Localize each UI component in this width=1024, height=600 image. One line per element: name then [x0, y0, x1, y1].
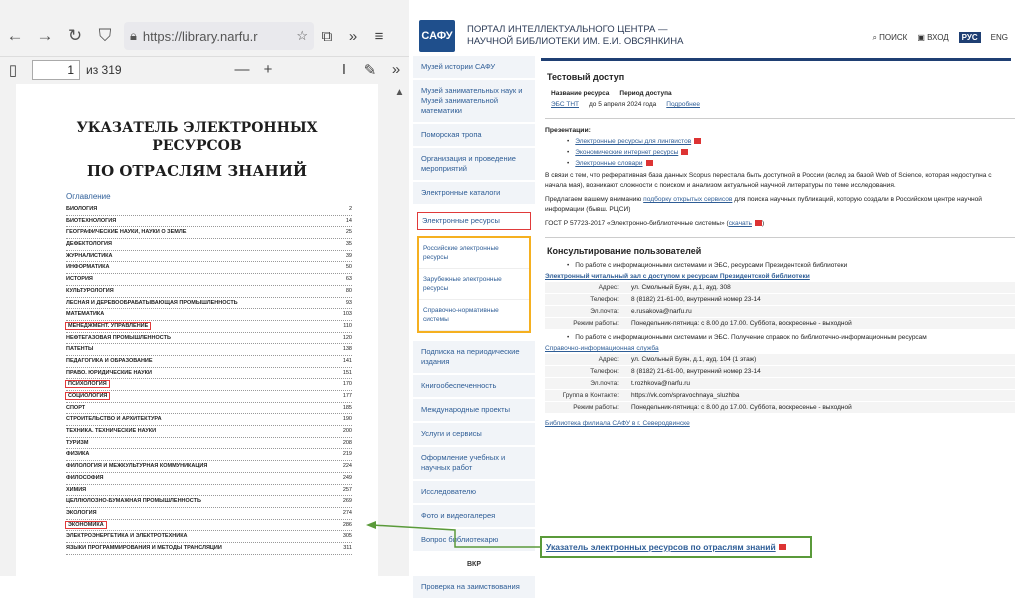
period-text: до 5 апреля 2024 года	[589, 101, 657, 108]
pdf-title-line2: РЕСУРСОВ	[152, 138, 242, 154]
chevron-double-right-icon[interactable]: »	[348, 27, 358, 45]
sidebar-item[interactable]: Музей истории САФУ	[413, 56, 535, 80]
toc-list	[66, 204, 352, 555]
toc-row[interactable]	[66, 333, 352, 345]
lock-icon: ▣	[917, 33, 925, 42]
search-icon: ⌕	[872, 32, 877, 42]
toc-label: ЖУРНАЛИСТИКА	[66, 252, 113, 259]
toc-label: БИОЛОГИЯ	[66, 206, 98, 212]
sidebar-item[interactable]: Услуги и сервисы	[413, 423, 535, 447]
toc-label: ФИЛОСОФИЯ	[66, 474, 104, 481]
main-content	[545, 64, 1015, 427]
consult-title: Консультирование пользователей	[547, 246, 702, 256]
presentation-link[interactable]: Экономические интернет ресурсы	[575, 149, 679, 156]
toc-page: 208	[342, 439, 352, 446]
info-value: 8 (8182) 21-61-00, внутренний номер 23-14	[631, 296, 761, 303]
shield-icon[interactable]: ⛉	[98, 26, 112, 45]
toc-row[interactable]	[66, 438, 352, 450]
presentations-list	[545, 138, 1015, 167]
toc-page: 103	[342, 311, 352, 318]
page-count: из 319	[86, 62, 122, 77]
toc-page: 219	[342, 451, 352, 458]
toc-page: 200	[342, 428, 352, 435]
presentation-item	[567, 160, 1015, 167]
lang-en[interactable]: ENG	[990, 33, 1008, 42]
consult-bullet-2: • По работе с информационными системами и ЭБС. Получение справок по библиотечно-информационным ресурсам	[567, 334, 1015, 341]
info-key: Телефон:	[590, 296, 619, 303]
toc-row[interactable]	[66, 262, 352, 274]
info-key: Адрес:	[598, 356, 619, 363]
pdf-scrollbar[interactable]	[390, 84, 409, 576]
info-value: t.rozhkova@narfu.ru	[631, 380, 690, 387]
toc-label: ПАТЕНТЫ	[66, 346, 94, 353]
draw-icon[interactable]: ✎	[363, 61, 377, 79]
browser-window	[0, 0, 409, 576]
sidebar-subitem[interactable]: Справочно-нормативные системы	[419, 300, 529, 331]
info-value: 8 (8182) 21-61-00, внутренний номер 23-14	[631, 368, 761, 375]
toc-row[interactable]	[66, 379, 352, 391]
reload-icon[interactable]: ↻	[67, 26, 83, 45]
sidebar-submenu	[417, 236, 531, 333]
info-key: Эл.почта:	[590, 380, 619, 387]
sidebar-item[interactable]: Исследователю	[413, 481, 535, 505]
info-value: Понедельник-пятница: с 8.00 до 17.00. Суббота, воскресенье - выходной	[631, 404, 852, 411]
toc-row[interactable]	[66, 344, 352, 356]
sidebar-item[interactable]: Организация и проведение мероприятий	[413, 148, 535, 182]
sidebar-item[interactable]: Книгообеспеченность	[413, 375, 535, 399]
info-row	[545, 306, 1015, 318]
address-bar[interactable]	[124, 22, 314, 50]
resources-index-link-text[interactable]: Указатель электронных ресурсов по отраслям знаний	[546, 542, 776, 552]
info-key: Режим работы:	[573, 320, 619, 327]
toc-row[interactable]	[66, 520, 352, 532]
sidebar-toggle-icon[interactable]: ▯	[8, 61, 18, 79]
info-table-2	[545, 354, 1015, 414]
toc-page: 138	[342, 346, 352, 353]
toc-row[interactable]	[66, 368, 352, 380]
toc-row[interactable]	[66, 321, 352, 333]
toc-label: ИСТОРИЯ	[66, 276, 93, 283]
toc-page: 305	[342, 533, 352, 540]
toc-page: 141	[342, 357, 352, 364]
sidebar-subitem[interactable]: Российские электронные ресурсы	[419, 238, 529, 269]
header-divider	[541, 58, 1011, 61]
toc-label: ЭКОЛОГИЯ	[66, 509, 97, 516]
access-table-header	[545, 88, 1015, 99]
toc-page: 25	[345, 229, 352, 236]
toc-row[interactable]	[66, 508, 352, 520]
info-value: e.rusakova@narfu.ru	[631, 308, 692, 315]
sidebar-item[interactable]: Поморская тропа	[413, 124, 535, 148]
pdf-toolbar	[0, 56, 409, 82]
sidebar-subitem[interactable]: Зарубежные электронные ресурсы	[419, 269, 529, 300]
toc-label: ГЕОГРАФИЧЕСКИЕ НАУКИ, НАУКИ О ЗЕМЛЕ	[66, 229, 187, 236]
toc-label: БИОТЕХНОЛОГИЯ	[66, 217, 117, 224]
gost-download-link[interactable]: скачать	[728, 220, 752, 227]
toc-row[interactable]	[66, 356, 352, 368]
page-number-input[interactable]: 1	[32, 60, 80, 80]
services-paragraph: Предлагаем вашему вниманию подборку открытых сервисов для поиска научных публикаций, которую создали в Российском центре научной информации (бывш. РЦСИ)	[545, 196, 982, 213]
info-key: Телефон:	[590, 368, 619, 375]
sidebar-item-e-resources[interactable]: Электронные ресурсы	[417, 212, 531, 230]
scopus-paragraph: В связи с тем, что реферативная база данных Scopus перестала быть доступной в России (вслед за базой Web of Science, которая недоступна с начала мая), возникают сложности с поиском и анализом актуальной научной литературы по теме исследования.	[545, 172, 992, 189]
consult-bullet-1: • По работе с информационными системами и ЭБС, ресурсами Президентской библиотеки	[567, 262, 1015, 269]
toc-page: 110	[343, 322, 352, 329]
extensions-icon[interactable]: ⧉	[321, 27, 333, 45]
toc-label: ПРАВО. ЮРИДИЧЕСКИЕ НАУКИ	[66, 369, 152, 376]
toc-label: ДЕФЕКТОЛОГИЯ	[66, 241, 112, 248]
info-key: Группа в Контакте:	[562, 392, 619, 399]
toc-row[interactable]	[66, 426, 352, 438]
sidebar-item[interactable]: Электронные каталоги	[413, 182, 535, 206]
sidebar-item[interactable]: Музей занимательных наук и Музей занимательной математики	[413, 80, 535, 124]
test-access-title: Тестовый доступ	[547, 72, 625, 82]
col-period: Период доступа	[619, 90, 672, 97]
resources-index-link[interactable]	[540, 536, 812, 558]
col-resource: Название ресурса	[551, 90, 610, 97]
info-row	[545, 294, 1015, 306]
toc-row[interactable]	[66, 391, 352, 403]
gost-line: ГОСТ Р 57723-2017 «Электронно-библиотечные системы» (скачать )	[545, 220, 765, 227]
toc-page: 224	[342, 463, 352, 470]
toc-row[interactable]	[66, 298, 352, 310]
toc-label: МАТЕМАТИКА	[66, 311, 105, 318]
toc-page: 63	[345, 276, 352, 283]
toc-page: 177	[342, 393, 352, 399]
toc-page: 286	[342, 521, 352, 528]
toc-page: 269	[342, 498, 352, 505]
toc-page: 311	[343, 544, 352, 551]
reading-room-link[interactable]: Электронный читальный зал с доступом к ресурсам Президентской библиотеки	[545, 273, 810, 280]
toc-label: СПОРТ	[66, 404, 86, 411]
toc-label: ИНФОРМАТИКА	[66, 264, 110, 271]
portal-title-line1: ПОРТАЛ ИНТЕЛЛЕКТУАЛЬНОГО ЦЕНТРА —	[467, 24, 668, 35]
presentation-item	[567, 149, 1015, 156]
info-row	[545, 402, 1015, 414]
presentation-link[interactable]: Электронные словари	[575, 160, 643, 167]
toc-row[interactable]	[66, 449, 352, 461]
toc-row[interactable]	[66, 239, 352, 251]
info-row	[545, 390, 1015, 402]
toc-row[interactable]	[66, 216, 352, 228]
toc-label: ЯЗЫКИ ПРОГРАММИРОВАНИЯ И МЕТОДЫ ТРАНСЛЯЦИИ	[66, 544, 222, 551]
toc-page: 257	[342, 486, 352, 493]
scroll-up-icon[interactable]: ▲	[394, 86, 405, 98]
zoom-in-button[interactable]: +	[263, 61, 273, 78]
zoom-out-button[interactable]: —	[234, 61, 250, 78]
toc-row[interactable]	[66, 473, 352, 485]
toc-row[interactable]	[66, 227, 352, 239]
toc-label: ЭЛЕКТРОЭНЕРГЕТИКА И ЭЛЕКТРОТЕХНИКА	[66, 533, 188, 540]
sidebar-item[interactable]: Подписка на периодические издания	[413, 341, 535, 375]
toc-page: 120	[342, 334, 352, 341]
toc-row[interactable]	[66, 403, 352, 415]
toc-row[interactable]	[66, 309, 352, 321]
info-value: https://vk.com/spravochnaya_sluzhba	[631, 392, 740, 399]
pdf-title-line1: УКАЗАТЕЛЬ ЭЛЕКТРОННЫХ	[76, 120, 318, 136]
pdf-icon	[681, 149, 688, 155]
login-link[interactable]: ▣ ВХОД	[917, 33, 949, 42]
logo[interactable]: САФУ	[419, 20, 455, 52]
resource-link[interactable]: ЭБС ТНТ	[551, 101, 579, 108]
toc-row[interactable]	[66, 204, 352, 216]
pdf-icon	[694, 138, 701, 144]
toc-page: 35	[345, 241, 352, 248]
toc-page: 249	[342, 474, 352, 481]
text-cursor-icon[interactable]: I	[341, 61, 347, 78]
back-icon[interactable]: ←	[6, 26, 24, 45]
header-links	[872, 32, 1008, 43]
toc-heading: Оглавление	[66, 192, 111, 201]
info-key: Режим работы:	[573, 404, 619, 411]
sidebar-item-plagiarism[interactable]: Проверка на заимствования	[413, 576, 535, 600]
pdf-icon	[779, 544, 786, 550]
toc-label: ФИЛОЛОГИЯ И МЕЖКУЛЬТУРНАЯ КОММУНИКАЦИЯ	[66, 463, 208, 470]
info-key: Эл.почта:	[590, 308, 619, 315]
info-row	[545, 318, 1015, 330]
access-table-row	[545, 99, 1015, 110]
toc-row[interactable]	[66, 274, 352, 286]
toc-label: ПСИХОЛОГИЯ	[68, 381, 107, 388]
toc-label: ПЕДАГОГИКА И ОБРАЗОВАНИЕ	[66, 357, 153, 364]
toc-page: 2	[348, 206, 352, 212]
lang-ru[interactable]: РУС	[959, 32, 981, 43]
toc-row[interactable]	[66, 531, 352, 543]
toc-row[interactable]	[66, 461, 352, 473]
toc-row[interactable]	[66, 496, 352, 508]
toc-row[interactable]	[66, 485, 352, 497]
toc-page: 151	[342, 369, 352, 376]
toc-page: 93	[345, 299, 352, 306]
info-table-1	[545, 282, 1015, 330]
toc-label: ФИЗИКА	[66, 451, 90, 458]
toc-label: КУЛЬТУРОЛОГИЯ	[66, 287, 114, 294]
pdf-page	[16, 84, 378, 576]
toc-page: 14	[345, 217, 352, 224]
toc-label: МЕНЕДЖМЕНТ. УПРАВЛЕНИЕ	[68, 322, 149, 329]
sidebar-item[interactable]: Вопрос библиотекарю	[413, 529, 535, 553]
url-text: https://library.narfu.r	[142, 28, 258, 44]
info-value: ул. Смольный Буян, д.1, ауд. 104 (1 этаж)	[631, 356, 757, 363]
browser-toolbar	[0, 18, 409, 54]
toc-label: СТРОИТЕЛЬСТВО И АРХИТЕКТУРА	[66, 416, 162, 423]
toc-label: ЦЕЛЛЮЛОЗНО-БУМАЖНАЯ ПРОМЫШЛЕННОСТЬ	[66, 498, 201, 505]
info-row	[545, 378, 1015, 390]
toc-page: 50	[345, 264, 352, 271]
toc-row[interactable]	[66, 543, 352, 555]
toc-label: ТЕХНИКА. ТЕХНИЧЕСКИЕ НАУКИ	[66, 428, 157, 435]
info-value: Понедельник-пятница: с 8.00 до 17.00. Суббота, воскресенье - выходной	[631, 320, 852, 327]
toc-label: ЛЕСНАЯ И ДЕРЕВООБРАБАТЫВАЮЩАЯ ПРОМЫШЛЕННОСТЬ	[66, 299, 238, 306]
toc-label: ЭКОНОМИКА	[68, 521, 104, 528]
open-services-link[interactable]: подборку открытых сервисов	[643, 196, 733, 203]
toc-row[interactable]	[66, 286, 352, 298]
menu-icon[interactable]: ≡	[374, 27, 384, 45]
toc-page: 39	[345, 252, 352, 259]
site-header	[409, 14, 1024, 58]
presentation-link[interactable]: Электронные ресурсы для лингвистов	[575, 138, 692, 145]
pdf-icon	[755, 220, 762, 226]
library-site	[409, 0, 1024, 591]
sidebar-label-vkr: ВКР	[467, 561, 481, 568]
toc-label: ТУРИЗМ	[66, 439, 89, 446]
presentation-item	[567, 138, 1015, 145]
chevron-double-right-icon[interactable]: »	[391, 61, 401, 78]
info-value: ул. Смольный Буян, д.1, ауд. 308	[631, 284, 731, 291]
toc-page: 170	[342, 381, 352, 388]
search-link[interactable]: ⌕ ПОИСК	[872, 32, 908, 42]
toc-label: СОЦИОЛОГИЯ	[68, 393, 108, 399]
toc-row[interactable]	[66, 251, 352, 263]
forward-icon[interactable]: →	[36, 26, 54, 45]
toc-row[interactable]	[66, 414, 352, 426]
reference-service-link[interactable]: Справочно-информационная служба	[545, 345, 659, 352]
pdf-title-line3: ПО ОТРАСЛЯМ ЗНАНИЙ	[86, 162, 308, 180]
toc-page: 185	[342, 404, 352, 411]
toc-page: 190	[342, 416, 352, 423]
toc-label: НЕФТЕГАЗОВАЯ ПРОМЫШЛЕННОСТЬ	[66, 334, 171, 341]
more-link[interactable]: Подробнее	[666, 101, 700, 108]
info-key: Адрес:	[598, 284, 619, 291]
star-icon[interactable]: ☆	[296, 28, 308, 43]
info-row	[545, 282, 1015, 294]
info-row	[545, 354, 1015, 366]
lock-icon: 🔒︎	[130, 28, 137, 43]
toc-page: 274	[342, 509, 352, 516]
branch-library-link[interactable]: Библиотека филиала САФУ в г. Северодвинске	[545, 420, 690, 427]
info-row	[545, 366, 1015, 378]
sidebar-item[interactable]: Фото и видеогалерея	[413, 505, 535, 529]
pdf-icon	[646, 160, 653, 166]
sidebar-item[interactable]: Международные проекты	[413, 399, 535, 423]
presentations-label: Презентации:	[545, 127, 591, 134]
portal-title	[467, 24, 683, 48]
portal-title-line2: НАУЧНОЙ БИБЛИОТЕКИ ИМ. Е.И. ОВСЯНКИНА	[467, 36, 684, 47]
site-sidebar	[413, 56, 535, 591]
sidebar-item[interactable]: Оформление учебных и научных работ	[413, 447, 535, 481]
toc-label: ХИМИЯ	[66, 486, 87, 493]
toc-page: 80	[345, 287, 352, 294]
